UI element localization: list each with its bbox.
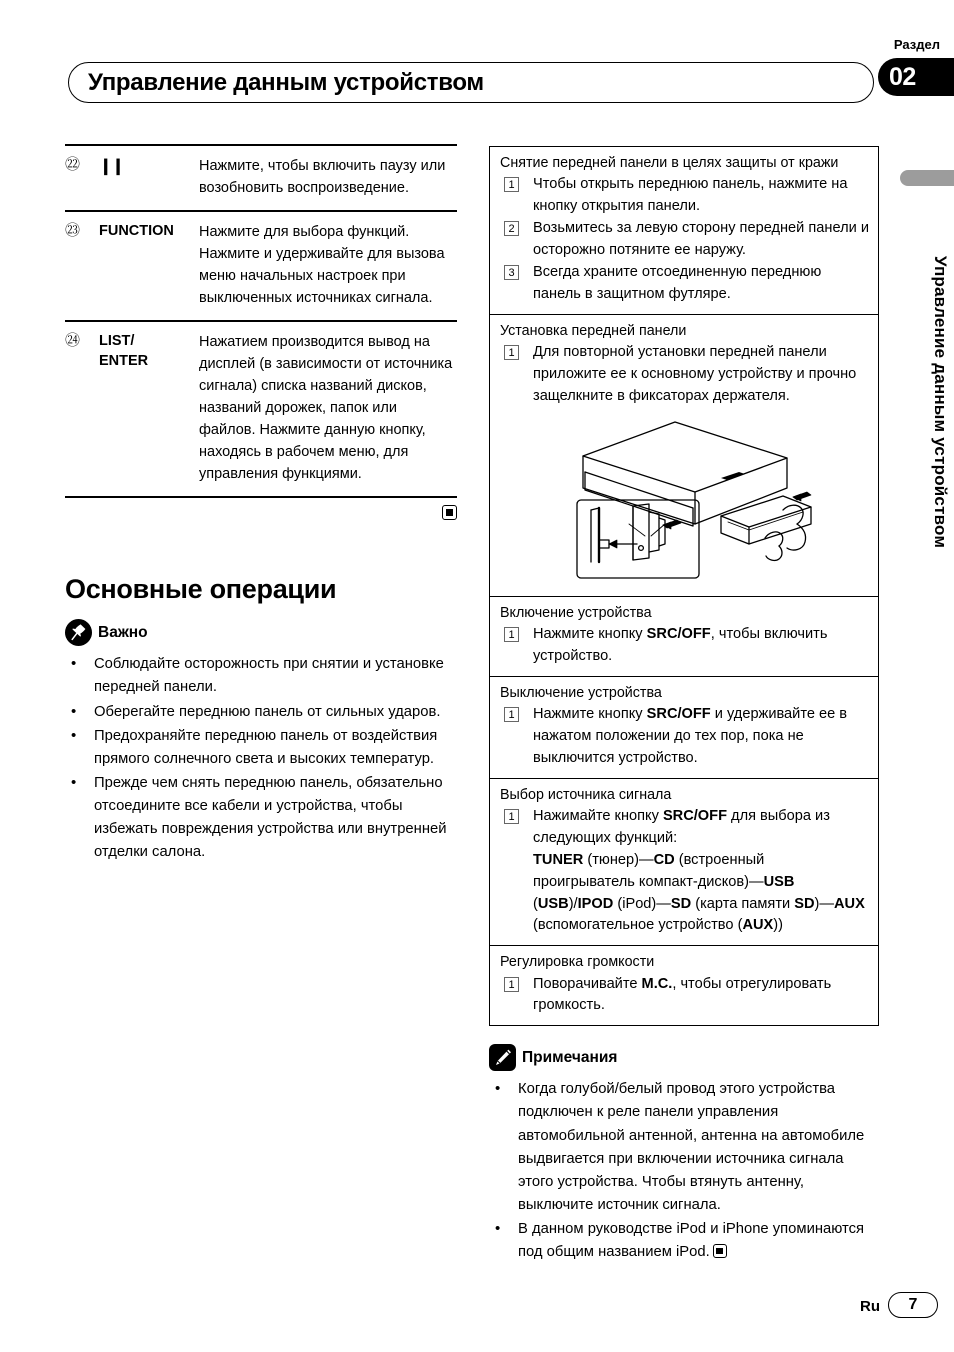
step-list xyxy=(500,624,870,668)
step-number: 1 xyxy=(504,627,519,642)
page-title: Управление данным устройством xyxy=(88,68,484,96)
step-number: 1 xyxy=(504,345,519,360)
button-name: SRC/OFF xyxy=(646,705,711,722)
panel-source-selection xyxy=(490,779,878,947)
list-item xyxy=(500,262,870,306)
important-bullet-list xyxy=(65,653,457,864)
list-item xyxy=(500,174,870,218)
notes-callout-header xyxy=(489,1044,879,1071)
panel-title: Снятие передней панели в целях защиты от кражи xyxy=(500,155,839,171)
important-callout-header xyxy=(65,619,457,646)
panel-title: Включение устройства xyxy=(500,604,652,621)
control-name: M.C. xyxy=(641,975,673,992)
step-number: 1 xyxy=(504,977,519,992)
language-code: Ru xyxy=(860,1298,880,1315)
key-label-cell xyxy=(99,145,195,211)
list-item xyxy=(500,342,870,408)
side-tab-title: Управление данным устройством xyxy=(931,255,950,549)
list-item xyxy=(500,624,870,668)
step-number: 1 xyxy=(504,177,519,192)
page-header xyxy=(0,0,954,120)
step-text: Чтобы открыть переднюю панель, нажмите на кнопку открытия панели. xyxy=(533,176,848,215)
key-label-cell xyxy=(99,321,195,497)
list-item: • Предохраняйте переднюю панель от воздействия прямого солнечного света и высоких температур. xyxy=(65,725,457,771)
panel-title: Установка передней панели xyxy=(500,322,687,339)
list-item xyxy=(500,218,870,262)
step-text-post: , чтобы включить устройство. xyxy=(533,625,828,664)
step-list xyxy=(500,806,870,937)
step-text-post: и удерживайте ее в нажатом положении до тех пор, пока не выключится устройство. xyxy=(533,705,848,766)
step-text-post: для выбора из следующих функций: xyxy=(533,807,830,846)
head-unit-faceplate-attach-diagram xyxy=(500,408,870,588)
panel-title: Регулировка громкости xyxy=(500,954,655,971)
section-heading: Основные операции xyxy=(65,574,337,605)
circled-number: ㉓ xyxy=(65,222,81,240)
panel-faceplate-removal xyxy=(490,147,878,315)
panel-power-off xyxy=(490,677,878,779)
table-row xyxy=(65,321,457,497)
key-description-cell: Нажмите для выбора функций. Нажмите и удерживайте для вызова меню начальных настроек при выключенных источниках сигнала. xyxy=(195,211,457,321)
list-item xyxy=(500,704,870,770)
key-label-cell: FUNCTION xyxy=(99,211,195,321)
button-name: SRC/OFF xyxy=(646,625,711,642)
circled-number: ㉔ xyxy=(65,332,81,350)
section-word-label: Раздел xyxy=(893,37,940,52)
source-chain: TUNER (тюнер)—CD (встроенный проигрыватель компакт-дисков)—USB (USB)/IPOD (iPod)—SD (карта памяти SD)—AUX (вспомогательное устройство (AUX)) xyxy=(533,851,865,934)
step-list xyxy=(500,342,870,408)
list-item xyxy=(489,1218,879,1264)
step-text-pre: Нажмите кнопку xyxy=(533,705,647,722)
note-text: В данном руководстве iPod и iPhone упоминаются под общим названием iPod. xyxy=(518,1220,865,1260)
step-text-pre: Поворачивайте xyxy=(533,975,642,992)
circled-number: ㉒ xyxy=(65,156,81,173)
step-number: 3 xyxy=(504,265,519,280)
control-key-table xyxy=(65,144,457,498)
page-title-pill xyxy=(68,62,874,103)
left-column xyxy=(65,144,457,865)
right-column xyxy=(489,146,879,1265)
key-number-cell xyxy=(65,211,99,321)
panel-power-on xyxy=(490,597,878,677)
step-number: 1 xyxy=(504,809,519,824)
table-row xyxy=(65,145,457,211)
key-label-line-2: ENTER xyxy=(99,352,149,369)
table-row xyxy=(65,211,457,321)
step-text: Возьмитесь за левую сторону передней панели и осторожно потяните ее наружу. xyxy=(533,220,869,258)
panel-title: Выключение устройства xyxy=(500,684,662,701)
pencil-icon xyxy=(489,1044,516,1071)
step-text-post: , чтобы отрегулировать громкость. xyxy=(533,975,832,1014)
important-label: Важно xyxy=(98,623,148,641)
key-description-cell: Нажатием производится вывод на дисплей (в зависимости от источника сигнала) списка названий дисков, названий дорожек, папок или файлов. Нажмите данную кнопку, находясь в рабочем меню, для управления функциями. xyxy=(195,321,457,497)
notes-bullet-list xyxy=(489,1078,879,1264)
pin-icon xyxy=(65,619,92,646)
end-of-section-marker-row xyxy=(65,505,457,520)
list-item: • Когда голубой/белый провод этого устройства подключен к реле панели управления автомобильной антенной, антенна на автомобиле выдвигается при включении источника сигнала этого устройства. Чтобы втянуть антенну, выключите источник сигнала. xyxy=(489,1078,879,1216)
list-item xyxy=(500,974,870,1018)
step-text: Для повторной установки передней панели приложите ее к основному устройству и прочно защелкните в фиксаторах держателя. xyxy=(533,343,857,404)
list-item: • Соблюдайте осторожность при снятии и установке передней панели. xyxy=(65,653,457,699)
step-list xyxy=(500,974,870,1018)
step-list xyxy=(500,174,870,305)
key-number-cell xyxy=(65,145,99,211)
section-number-badge: 02 xyxy=(878,58,954,96)
panel-title: Выбор источника сигнала xyxy=(500,786,672,803)
page-number: 7 xyxy=(888,1292,938,1318)
list-item xyxy=(500,806,870,937)
end-of-section-icon xyxy=(442,505,457,520)
list-item: • Прежде чем снять переднюю панель, обязательно отсоедините все кабели и устройства, чтобы избежать повреждения устройства или внутренней отделки салона. xyxy=(65,772,457,864)
end-of-section-icon xyxy=(713,1244,727,1258)
step-number: 2 xyxy=(504,221,519,236)
step-text-pre: Нажимайте кнопку xyxy=(533,807,663,824)
step-text: Всегда храните отсоединенную переднюю панель в защитном футляре. xyxy=(533,263,822,302)
pause-icon: ❙❙ xyxy=(99,158,124,175)
key-number-cell xyxy=(65,321,99,497)
step-text-pre: Нажмите кнопку xyxy=(533,625,647,642)
list-item: • Оберегайте переднюю панель от сильных ударов. xyxy=(65,701,457,724)
notes-label: Примечания xyxy=(522,1048,618,1066)
step-list xyxy=(500,704,870,770)
panel-faceplate-installation xyxy=(490,315,878,597)
page-footer xyxy=(0,1292,954,1326)
button-name: SRC/OFF xyxy=(662,807,727,824)
side-running-tab xyxy=(900,170,954,620)
step-number: 1 xyxy=(504,707,519,722)
key-description-cell: Нажмите, чтобы включить паузу или возобновить воспроизведение. xyxy=(195,145,457,211)
panel-volume-adjust xyxy=(490,946,878,1025)
key-label-line-1: LIST/ xyxy=(99,333,135,350)
procedure-panel-stack xyxy=(489,146,879,1026)
